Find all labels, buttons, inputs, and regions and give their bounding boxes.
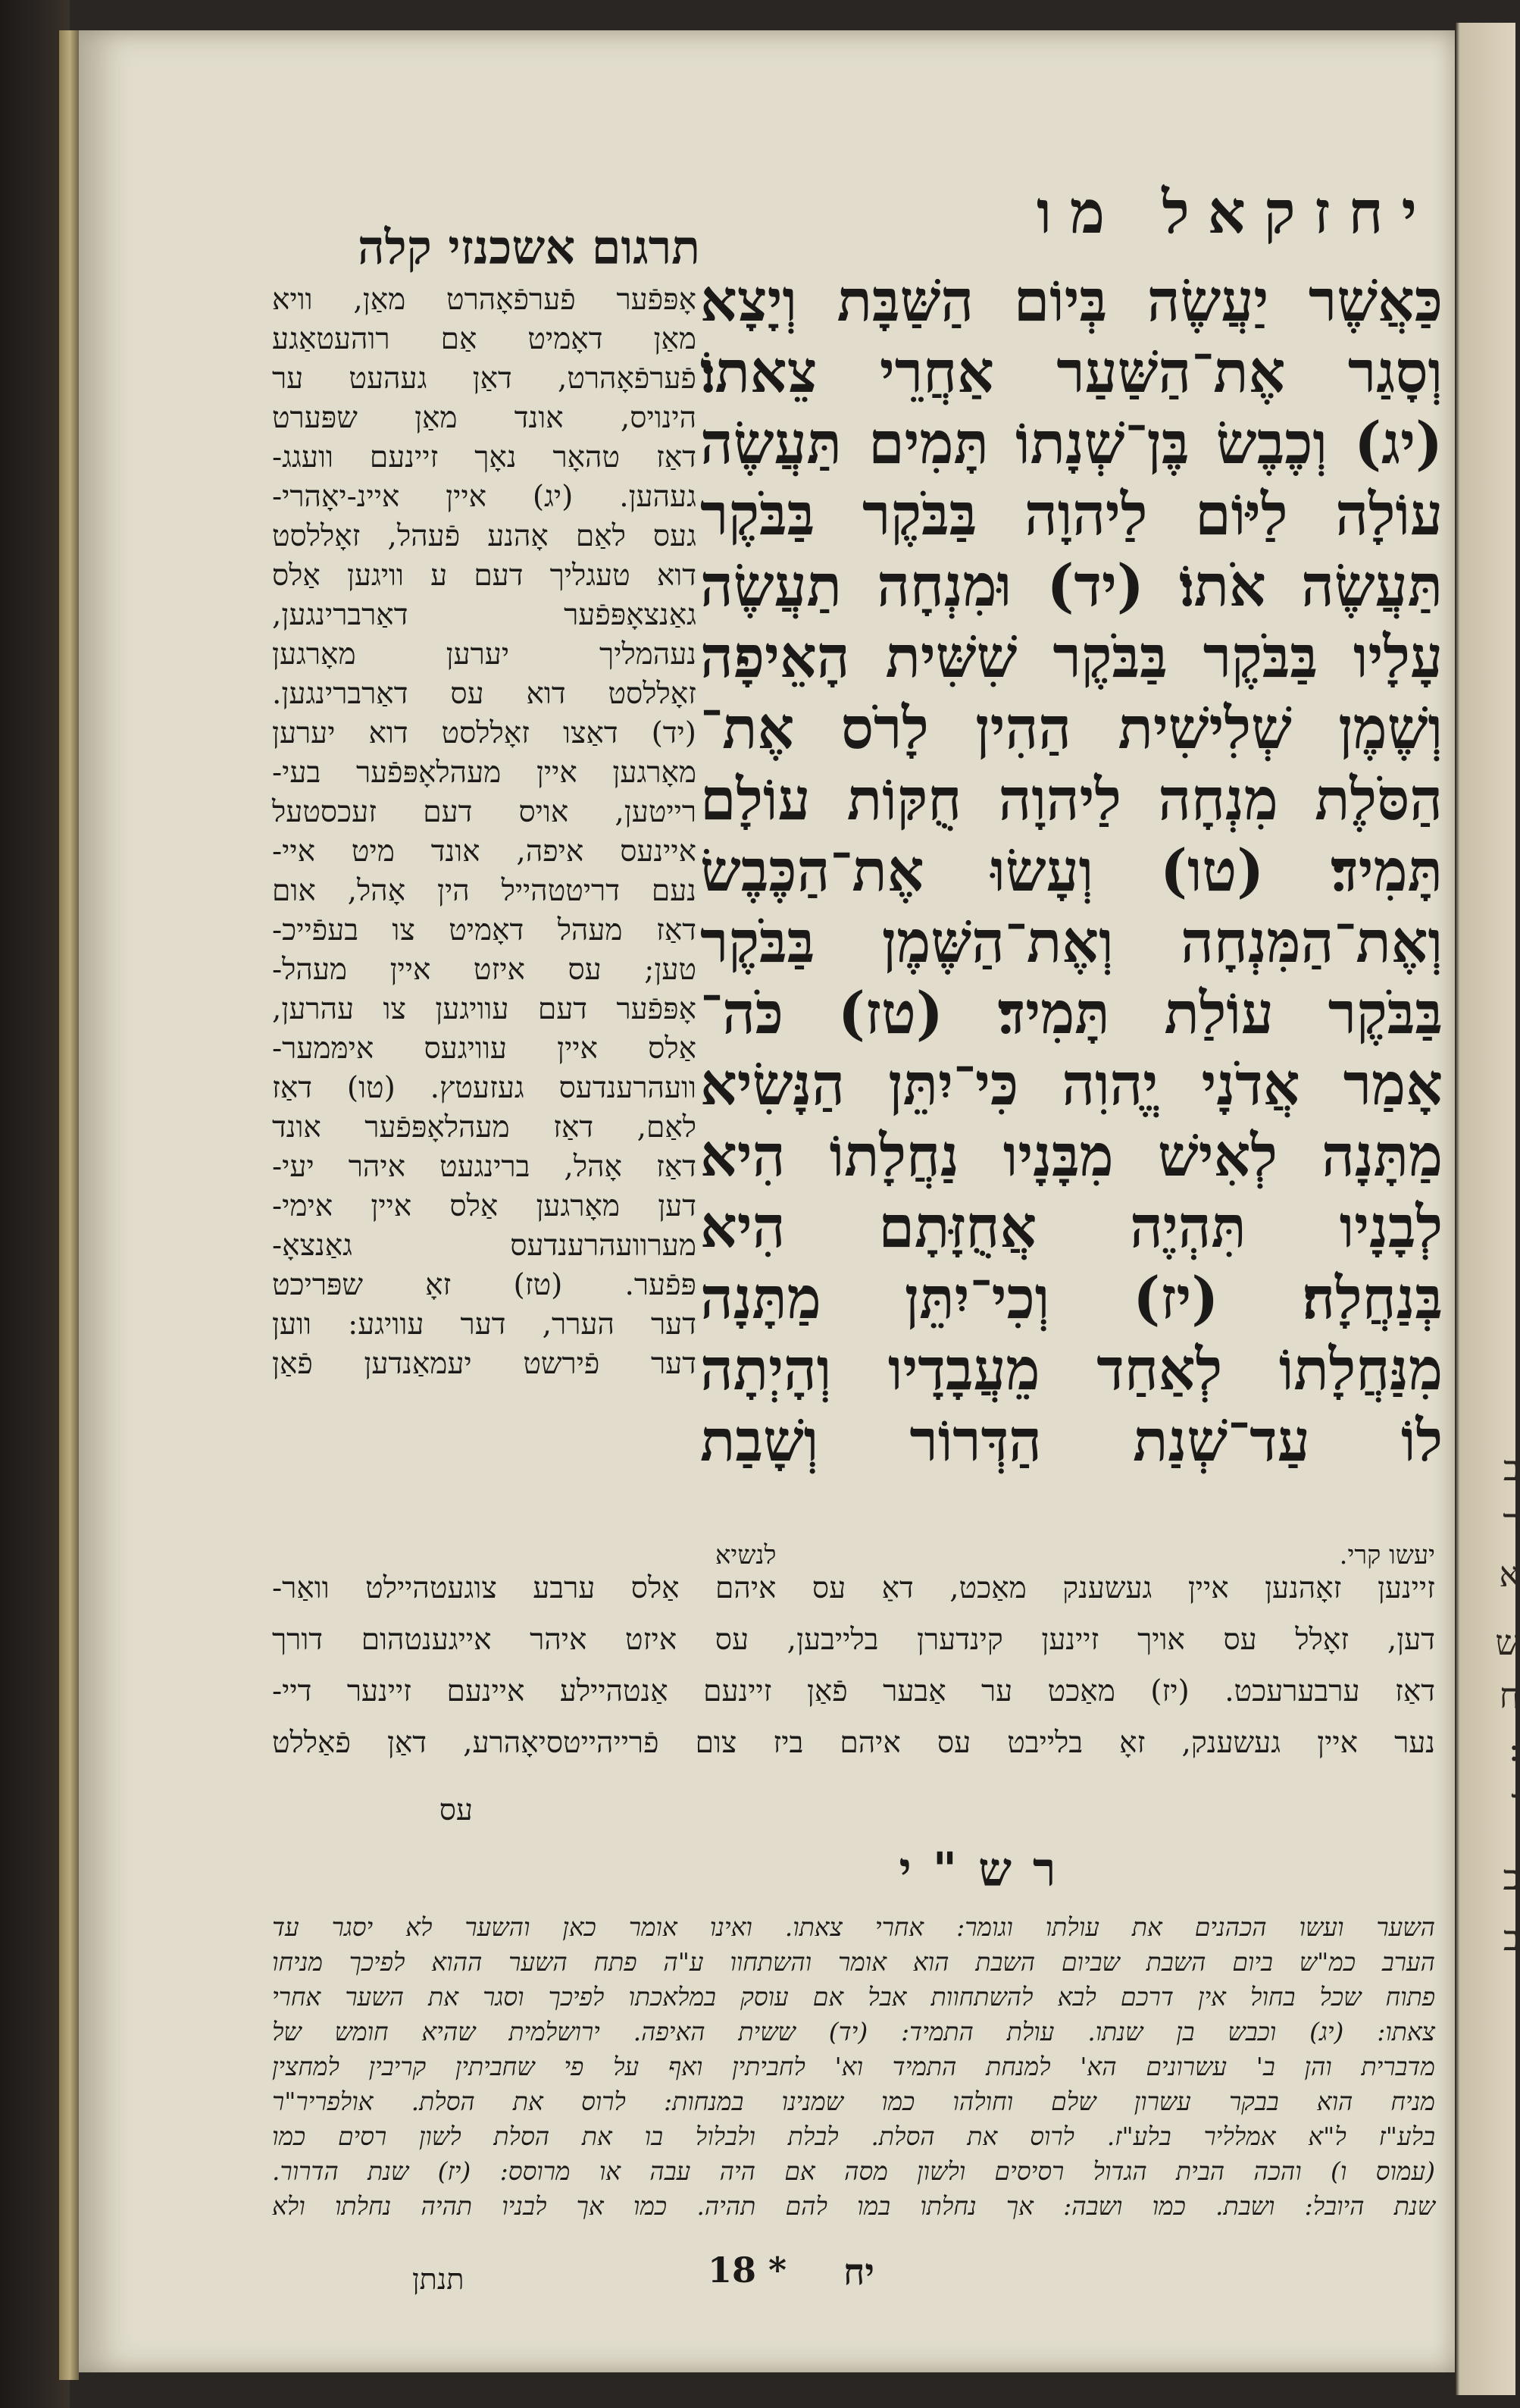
adjacent-fragment: א bbox=[1499, 1554, 1520, 1595]
targum-line: דוא טעגליך דעם ע וויגען אַלס bbox=[272, 559, 696, 593]
targum-line: (יד) דאַצו זאָללסט דוא יערען bbox=[272, 716, 696, 750]
targum-line: אָפּפֿער דעם עוויגען צו עהרען, bbox=[272, 992, 696, 1026]
targum-full-line: זיינען זאָהנען איין געשענק מאַכט, דאַ עס איהם אַלס ערבע צוגעטהיילט וואַר- bbox=[272, 1571, 1435, 1605]
book-page bbox=[79, 30, 1455, 2372]
hebrew-line: עָלָיו בַּבֹּקֶר בַּבֹּקֶר שִׁשִּׁית הָאֵיפָה bbox=[700, 623, 1443, 690]
targum-line: רייטען, אויס דעם זעכסטעל bbox=[272, 795, 696, 829]
rashi-line: בלע"ז ל"א אמלליר בלע"ז. לרוס את הסלת. לבלת ולבלול בו את הסלת לשון רסים כמו bbox=[272, 2121, 1435, 2151]
rashi-line: (עמוס ו) והכה הבית הגדול רסיסים ולשון מסה אם היה עבה או מרוסס: (יז) שנת הדרור. bbox=[272, 2156, 1435, 2186]
targum-line: זאָללסט דוא עס דאַרברינגען. bbox=[272, 677, 696, 711]
rashi-line: השער ועשו הכהנים את עולתו וגומר: אחרי צאתו. ואינו אומר כאן והשער לא יסגר עד bbox=[272, 1912, 1435, 1942]
targum-line: דאַז מעהל דאָמיט צו בעפֿייכ- bbox=[272, 913, 696, 947]
hebrew-line: לְבָנָיו תִּהְיֶה אֲחֻזָּתָם הִיא bbox=[700, 1193, 1443, 1260]
targum-line: דער הערר, דער עוויגע: ווען bbox=[272, 1307, 696, 1342]
hebrew-line: לוֹ עַד־שְׁנַת הַדְּרוֹר וְשָׁבַת bbox=[700, 1407, 1443, 1474]
page-number: 18 * bbox=[708, 2250, 787, 2291]
adjacent-fragment: ח bbox=[1499, 1675, 1520, 1716]
hebrew-line: מַתָּנָה לְאִישׁ מִבָּנָיו נַחֲלָתוֹ הִיא bbox=[700, 1122, 1443, 1189]
hebrew-line: (יג) וְכֶבֶשׂ בֶּן־שְׁנָתוֹ תָּמִים תַּעֲשֶׂה bbox=[700, 409, 1443, 477]
targum-line: טען; עס איזט איין מעהל- bbox=[272, 953, 696, 987]
targum-line: פֿערפֿאָהרט, דאַן געהעט ער bbox=[272, 362, 696, 396]
rashi-line: הערב כמ"ש ביום השבת שביום השבת הוא אומר והשתחוו ע"ה פתח השער ההוא לפיכך מניחו bbox=[272, 1947, 1435, 1977]
targum-full-line: דען, זאָלל עס אויך זיינען קינדערן בלייבען, עס איזט איהר אייגענטהום דורך bbox=[272, 1623, 1435, 1657]
hebrew-line: הַסֹּלֶת מִנְחָה לַיהוָה חֻקּוֹת עוֹלָם bbox=[700, 766, 1443, 833]
targum-line: אָפּפֿער פֿערפֿאָהרט מאַן, וויא bbox=[272, 283, 696, 317]
targum-line: מאָרגען איין מעהלאָפּפֿער בעי- bbox=[272, 756, 696, 790]
rashi-title: רש"י bbox=[899, 1842, 1077, 1897]
adjacent-fragment: ש bbox=[1495, 1622, 1520, 1663]
rashi-line: מניח הוא בבקר עשרון שלם וחולהו כמו שמנינו במנחות: לרוס את הסלת. אולפריר"ר bbox=[272, 2087, 1435, 2116]
hebrew-line: מִנַּחֲלָתוֹ לְאַחַד מֵעֲבָדָיו וְהָיְתָה bbox=[700, 1336, 1443, 1403]
hebrew-line: אָמַר אֲדֹנָי יֱהוִה כִּי־יִתֵּן הַנָּשִׂיא bbox=[700, 1051, 1443, 1118]
rashi-line: שנת היובל: ושבת. כמו ושבה: אך נחלתו במו להם תהיה. כמו אך לבניו תהיה נחלתו ולא bbox=[272, 2191, 1435, 2221]
adjacent-page bbox=[1455, 23, 1520, 2395]
hebrew-line: בְּנַחֲלָה׃ (יז) וְכִי־יִתֵּן מַתָּנָה bbox=[700, 1264, 1443, 1332]
targum-line: נעהמליך יערען מאָרגען bbox=[272, 637, 696, 672]
targum-title: תרגום אשכנזי קלה bbox=[357, 220, 700, 275]
targum-line: וועהרענדעס געזעטץ. (טו) דאַז bbox=[272, 1071, 696, 1105]
hebrew-footnote: יעשו קרי. bbox=[1339, 1540, 1435, 1570]
page-title: יחזקאל מו bbox=[1036, 178, 1435, 247]
adjacent-fragment: : bbox=[1508, 1728, 1520, 1769]
hebrew-line: בַּבֹּקֶר עוֹלַת תָּמִיד׃ (טז) כֹּה־ bbox=[700, 979, 1443, 1047]
targum-line: געהען. (יג) איין איינ-יאָהרי- bbox=[272, 480, 696, 514]
targum-line: גאַנצאָפּפֿער דאַרברינגען, bbox=[272, 598, 696, 632]
hebrew-footnote: לנשיא bbox=[715, 1540, 777, 1570]
targum-line: הינויס, אונד מאַן שפּערט bbox=[272, 401, 696, 435]
hebrew-folio: יח bbox=[843, 2251, 874, 2294]
adjacent-fragment: ר bbox=[1503, 1501, 1520, 1542]
hebrew-line: וְסָגַר אֶת־הַשַּׁעַר אַחֲרֵי צֵאתוֹ׃ bbox=[700, 338, 1443, 406]
targum-line: געס לאַם אָהנע פֿעהל, זאָללסט bbox=[272, 519, 696, 553]
adjacent-fragment: ו bbox=[1511, 1781, 1520, 1822]
rashi-line: צאתו: (יג) וכבש בן שנתו. עולת התמיד: (יד) ששית האיפה. ירושלמית שהיא חומש של bbox=[272, 2017, 1435, 2046]
hebrew-line: תָּמִיד׃ (טו) וְעָשׂוּ אֶת־הַכֶּבֶשׂ bbox=[700, 837, 1443, 904]
rashi-line: פתוח שכל בחול אין דרכם לבא להשתחוות אבל אם עוסק במלאכתו לפיכך וסגר את השער אחרי bbox=[272, 1982, 1435, 2012]
targum-line: פּפֿער. (טז) זאָ שפּריכט bbox=[272, 1268, 696, 1302]
targum-line: לאַם, דאַז מעהלאָפּפֿער אונד bbox=[272, 1110, 696, 1145]
page-edge bbox=[59, 30, 79, 2380]
targum-line: מאַן דאָמיט אַם רוהעטאַגע bbox=[272, 322, 696, 356]
targum-line: איינעס איפה, אונד מיט איי- bbox=[272, 835, 696, 869]
targum-full-line: דאַז ערבערעכט. (יז) מאַכט ער אַבער פֿאַן זיינעם אַנטהיילע איינעם זיינער דיי- bbox=[272, 1674, 1435, 1708]
targum-line: מערוועהרענדעס גאַנצאָ- bbox=[272, 1229, 696, 1263]
targum-line: דער פֿירשט יעמאַנדען פֿאַן bbox=[272, 1347, 696, 1381]
targum-full-line: נער איין געשענק, זאָ בלייבט עס איהם ביז צום פֿרייהייטסיאָהרע, דאַן פֿאַללט bbox=[272, 1726, 1435, 1760]
adjacent-fragment: כ bbox=[1503, 1857, 1520, 1898]
adjacent-fragment: ב bbox=[1503, 1448, 1520, 1489]
targum-line: אַלס איין עוויגעס אימּמער- bbox=[272, 1032, 696, 1066]
hebrew-line: תַּעֲשֶׂה אֹתוֹ׃ (יד) וּמִנְחָה תַעֲשֶׂה bbox=[700, 552, 1443, 619]
targum-last-word: עס bbox=[439, 1793, 473, 1827]
hebrew-line: כַּאֲשֶׁר יַעֲשֶׂה בְּיוֹם הַשַּׁבָּת וְיָצָא bbox=[700, 267, 1443, 334]
targum-line: נעם דריטטהייל הין אָהל, אום bbox=[272, 874, 696, 908]
targum-line: דאַז טהאָר נאָך זיינעם וועגג- bbox=[272, 440, 696, 474]
hebrew-line: וְאֶת־הַמִּנְחָה וְאֶת־הַשֶּׁמֶן בַּבֹּקֶר bbox=[700, 908, 1443, 975]
hebrew-line: וְשֶׁמֶן שְׁלִישִׁית הַהִין לָרֹס אֶת־ bbox=[700, 694, 1443, 762]
targum-line: דאַז אָהל, ברינגעט איהר יעי- bbox=[272, 1150, 696, 1184]
rashi-line: מדברית והן ב' עשרונים הא' למנחת התמיד וא' לחביתין ואף על פי שחביתין קריבין למחצין bbox=[272, 2052, 1435, 2081]
adjacent-fragment: ב bbox=[1503, 1918, 1520, 1959]
targum-line: דען מאָרגען אַלס איין אימי- bbox=[272, 1189, 696, 1223]
signature-mark: תנתן bbox=[412, 2262, 464, 2296]
hebrew-line: עוֹלָה לַיּוֹם לַיהוָה בַּבֹּקֶר בַּבֹּקֶר bbox=[700, 481, 1443, 548]
